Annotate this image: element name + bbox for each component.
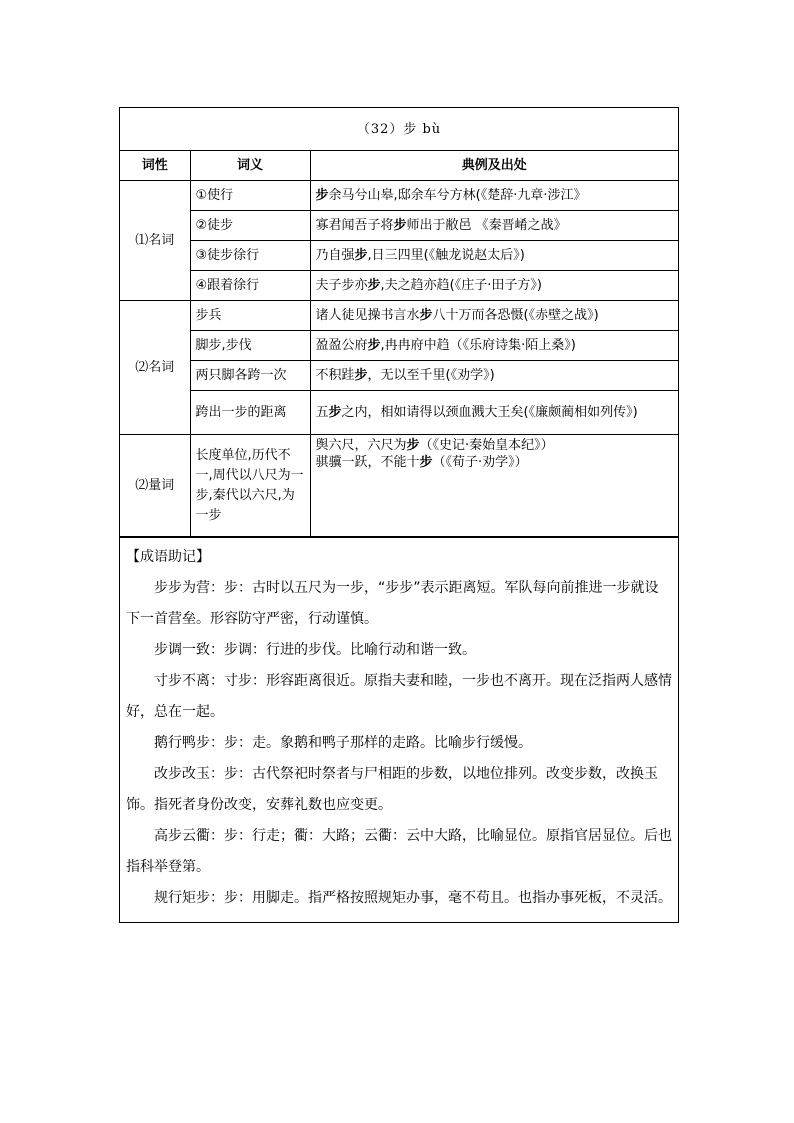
notes-heading: 【成语助记】 xyxy=(126,549,210,565)
keyword: 步 xyxy=(315,188,329,203)
pos-cell: ⑵名词 xyxy=(120,301,190,435)
pos-cell: ⑵量词 xyxy=(120,435,190,537)
meaning-cell: ②徒步 xyxy=(190,211,310,241)
idiom-notes xyxy=(120,537,678,922)
meaning-cell: ③徒步徐行 xyxy=(190,241,310,271)
example-text: （《史记·秦始皇本纪》） xyxy=(419,438,554,453)
table-row xyxy=(120,391,678,435)
table-row xyxy=(120,271,678,301)
idiom-item: 步调一致：步调：行进的步伐。比喻行动和谐一致。 xyxy=(154,642,476,658)
table-row xyxy=(120,181,678,211)
example-cell xyxy=(310,435,678,537)
example-text: 师出于敝邑 《秦晋崤之战》 xyxy=(406,218,567,233)
keyword: 步 xyxy=(328,405,342,420)
meaning-cell: 跨出一步的距离 xyxy=(190,391,310,435)
meaning-cell: 长度单位,历代不一,周代以八尺为一步,秦代以六尺,为一步 xyxy=(190,435,310,537)
meaning-cell: 两只脚各跨一次 xyxy=(190,361,310,391)
example-cell xyxy=(310,301,678,331)
example-cell xyxy=(310,181,678,211)
meaning-cell: ①使行 xyxy=(190,181,310,211)
example-line xyxy=(316,454,674,471)
keyword: 步 xyxy=(367,278,381,293)
example-prefix: 不积跬 xyxy=(315,368,355,383)
idiom-item: 鹅行鸭步：步：走。象鹅和鸭子那样的走路。比喻步行缓慢。 xyxy=(154,735,532,751)
example-cell xyxy=(310,211,678,241)
table-row xyxy=(120,241,678,271)
table-row xyxy=(120,435,678,537)
example-line xyxy=(316,437,674,454)
example-prefix: 舆六尺，六尺为 xyxy=(315,438,407,453)
idiom-item: 寸步不离：寸步：形容距离很近。原指夫妻和睦，一步也不离开。现在泛指两人感情好，总在一起。 xyxy=(126,673,672,720)
example-prefix: 夫子步亦 xyxy=(315,278,368,293)
keyword: 步 xyxy=(354,368,368,383)
example-cell xyxy=(310,271,678,301)
keyword: 步 xyxy=(367,338,381,353)
table-row xyxy=(120,331,678,361)
example-text: ,夫之趋亦趋(《庄子·田子方》) xyxy=(380,278,542,293)
example-text: ，无以至千里(《劝学》) xyxy=(367,368,495,383)
example-text: （《荀子·劝学》） xyxy=(432,455,528,470)
idiom-item: 规行矩步：步：用脚走。指严格按照规矩办事，毫不苟且。也指办事死板，不灵活。 xyxy=(154,890,672,906)
example-cell xyxy=(310,391,678,435)
keyword: 步 xyxy=(419,455,433,470)
example-prefix: 寡君闻吾子将 xyxy=(315,218,394,233)
pos-cell: ⑴名词 xyxy=(120,181,190,301)
keyword: 步 xyxy=(406,438,420,453)
example-prefix: 乃自强 xyxy=(315,248,355,263)
example-text: 余马兮山皋,邸余车兮方林(《楚辞·九章·涉江》 xyxy=(328,188,587,203)
example-cell xyxy=(310,361,678,391)
example-text: 之内，相如请得以颈血溅大王矣(《廉颇蔺相如列传》) xyxy=(341,405,638,420)
example-text: ,冉冉府中趋（《乐府诗集·陌上桑》) xyxy=(380,338,576,353)
example-text: ,日三四里(《触龙说赵太后》) xyxy=(367,248,525,263)
example-cell xyxy=(310,241,678,271)
example-prefix: 五 xyxy=(315,405,329,420)
example-text: 八十万而各恐慑(《赤壁之战》) xyxy=(432,308,599,323)
table-row xyxy=(120,301,678,331)
keyword: 步 xyxy=(419,308,433,323)
header-pos: 词性 xyxy=(120,151,190,181)
table-row xyxy=(120,361,678,391)
meaning-cell: 脚步,步伐 xyxy=(190,331,310,361)
idiom-item: 高步云衢：步：行走；衢：大路；云衢：云中大路，比喻显位。原指官居显位。后也指科举登第。 xyxy=(126,828,672,875)
keyword: 步 xyxy=(354,248,368,263)
meaning-cell: ④跟着徐行 xyxy=(190,271,310,301)
idiom-item: 改步改玉：步：古代祭祀时祭者与尸相距的步数，以地位排列。改变步数，改换玉饰。指死者身份改变，安葬礼数也应变更。 xyxy=(126,766,658,813)
example-prefix: 骐骥一跃，不能十 xyxy=(315,455,420,470)
table-row xyxy=(120,211,678,241)
definition-table xyxy=(120,108,678,537)
card-title: （32）步 bù xyxy=(120,108,678,151)
header-example: 典例及出处 xyxy=(310,151,678,181)
word-card xyxy=(119,107,679,923)
meaning-cell: 步兵 xyxy=(190,301,310,331)
example-cell xyxy=(310,331,678,361)
example-prefix: 盈盈公府 xyxy=(315,338,368,353)
keyword: 步 xyxy=(393,218,407,233)
idiom-item: 步步为营：步：古时以五尺为一步，“步步”表示距离短。军队每向前推进一步就设下一首营垒。形容防守严密，行动谨慎。 xyxy=(126,580,659,627)
header-meaning: 词义 xyxy=(190,151,310,181)
example-prefix: 诸人徒见操书言水 xyxy=(315,308,420,323)
